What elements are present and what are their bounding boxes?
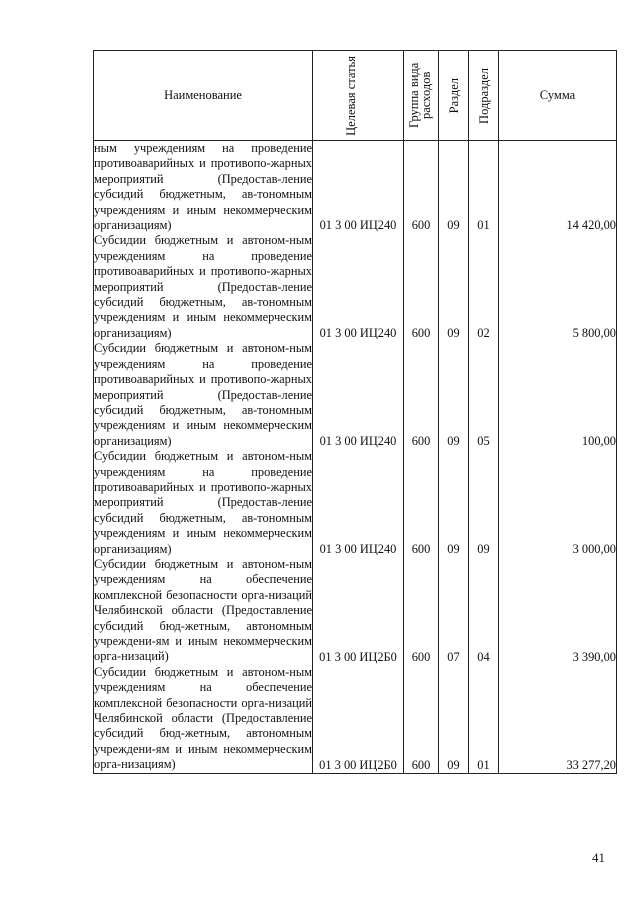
page-number: 41 <box>592 850 605 865</box>
row-sum: 14 420,00 <box>499 141 617 234</box>
header-razdel-text: Раздел <box>446 77 461 114</box>
row-target: 01 3 00 ИЦ240 <box>313 341 404 449</box>
row-sum: 3 390,00 <box>499 557 617 665</box>
row-group: 600 <box>404 233 439 341</box>
row-podrazdel: 01 <box>469 665 499 773</box>
table-body <box>94 141 617 774</box>
row-razdel: 09 <box>439 341 469 449</box>
table-row <box>94 341 617 449</box>
row-razdel: 07 <box>439 557 469 665</box>
header-podrazdel-text: Подраздел <box>476 67 491 124</box>
row-group: 600 <box>404 141 439 234</box>
header-group-text: Группа вида расходов <box>407 62 433 129</box>
header-target-text: Целевая статья <box>344 55 358 136</box>
row-razdel: 09 <box>439 665 469 773</box>
row-group: 600 <box>404 341 439 449</box>
row-podrazdel: 05 <box>469 341 499 449</box>
row-podrazdel: 09 <box>469 449 499 557</box>
row-podrazdel: 02 <box>469 233 499 341</box>
table-row <box>94 233 617 341</box>
row-name: ным учреждениям на проведение противоаварийных и противопо-жарных мероприятий (Предостав-ление субсидий бюджетным, ав-тономным учреждениям и иным некоммерческим организациям) <box>94 141 312 233</box>
row-target: 01 3 00 ИЦ240 <box>313 449 404 557</box>
row-target: 01 3 00 ИЦ240 <box>313 141 404 234</box>
row-razdel: 09 <box>439 233 469 341</box>
header-target <box>313 51 404 141</box>
table-row <box>94 141 617 234</box>
table-row <box>94 557 617 665</box>
header-sum-text: Сумма <box>539 88 576 102</box>
row-sum: 3 000,00 <box>499 449 617 557</box>
header-sum <box>499 51 617 141</box>
row-name: Субсидии бюджетным и автоном-ным учреждениям на проведение противоаварийных и противопо-жарных мероприятий (Предостав-ление субсидий бюджетным, ав-тономным учреждениям и иным некоммерческим организациям) <box>94 233 312 340</box>
row-podrazdel: 01 <box>469 141 499 234</box>
row-target: 01 3 00 ИЦ2Б0 <box>313 557 404 665</box>
row-razdel: 09 <box>439 449 469 557</box>
row-group: 600 <box>404 557 439 665</box>
row-name: Субсидии бюджетным и автоном-ным учреждениям на обеспечение комплексной безопасности орга-низаций Челябинской области (Предоставление субсидий бюд-жетным, автономным учреждени-ям и иным некоммерческим орга-низациям) <box>94 664 312 772</box>
row-group: 600 <box>404 665 439 773</box>
header-group <box>404 51 439 141</box>
row-podrazdel: 04 <box>469 557 499 665</box>
row-target: 01 3 00 ИЦ240 <box>313 233 404 341</box>
row-razdel: 09 <box>439 141 469 234</box>
row-sum: 5 800,00 <box>499 233 617 341</box>
table-header <box>94 51 617 141</box>
header-razdel <box>439 51 469 141</box>
header-name <box>94 51 313 141</box>
row-target: 01 3 00 ИЦ2Б0 <box>313 665 404 773</box>
row-name: Субсидии бюджетным и автоном-ным учреждениям на обеспечение комплексной безопасности орга-низаций Челябинской области (Предоставление субсидий бюд-жетным, автономным учреждени-ям и иным некоммерческим орга-низаций) <box>94 556 312 664</box>
row-sum: 33 277,20 <box>499 665 617 773</box>
table-row <box>94 665 617 773</box>
row-sum: 100,00 <box>499 341 617 449</box>
row-name: Субсидии бюджетным и автоном-ным учреждениям на проведение противоаварийных и противопо-жарных мероприятий (Предостав-ление субсидий бюджетным, ав-тономным учреждениям и иным некоммерческим организациям) <box>94 449 312 556</box>
table-row <box>94 449 617 557</box>
header-name-text: Наименование <box>164 88 242 102</box>
row-group: 600 <box>404 449 439 557</box>
row-name: Субсидии бюджетным и автоном-ным учреждениям на проведение противоаварийных и противопо-жарных мероприятий (Предостав-ление субсидий бюджетным, ав-тономным учреждениям и иным некоммерческим организациям) <box>94 341 312 448</box>
header-podrazdel <box>469 51 499 141</box>
budget-table <box>93 50 617 774</box>
